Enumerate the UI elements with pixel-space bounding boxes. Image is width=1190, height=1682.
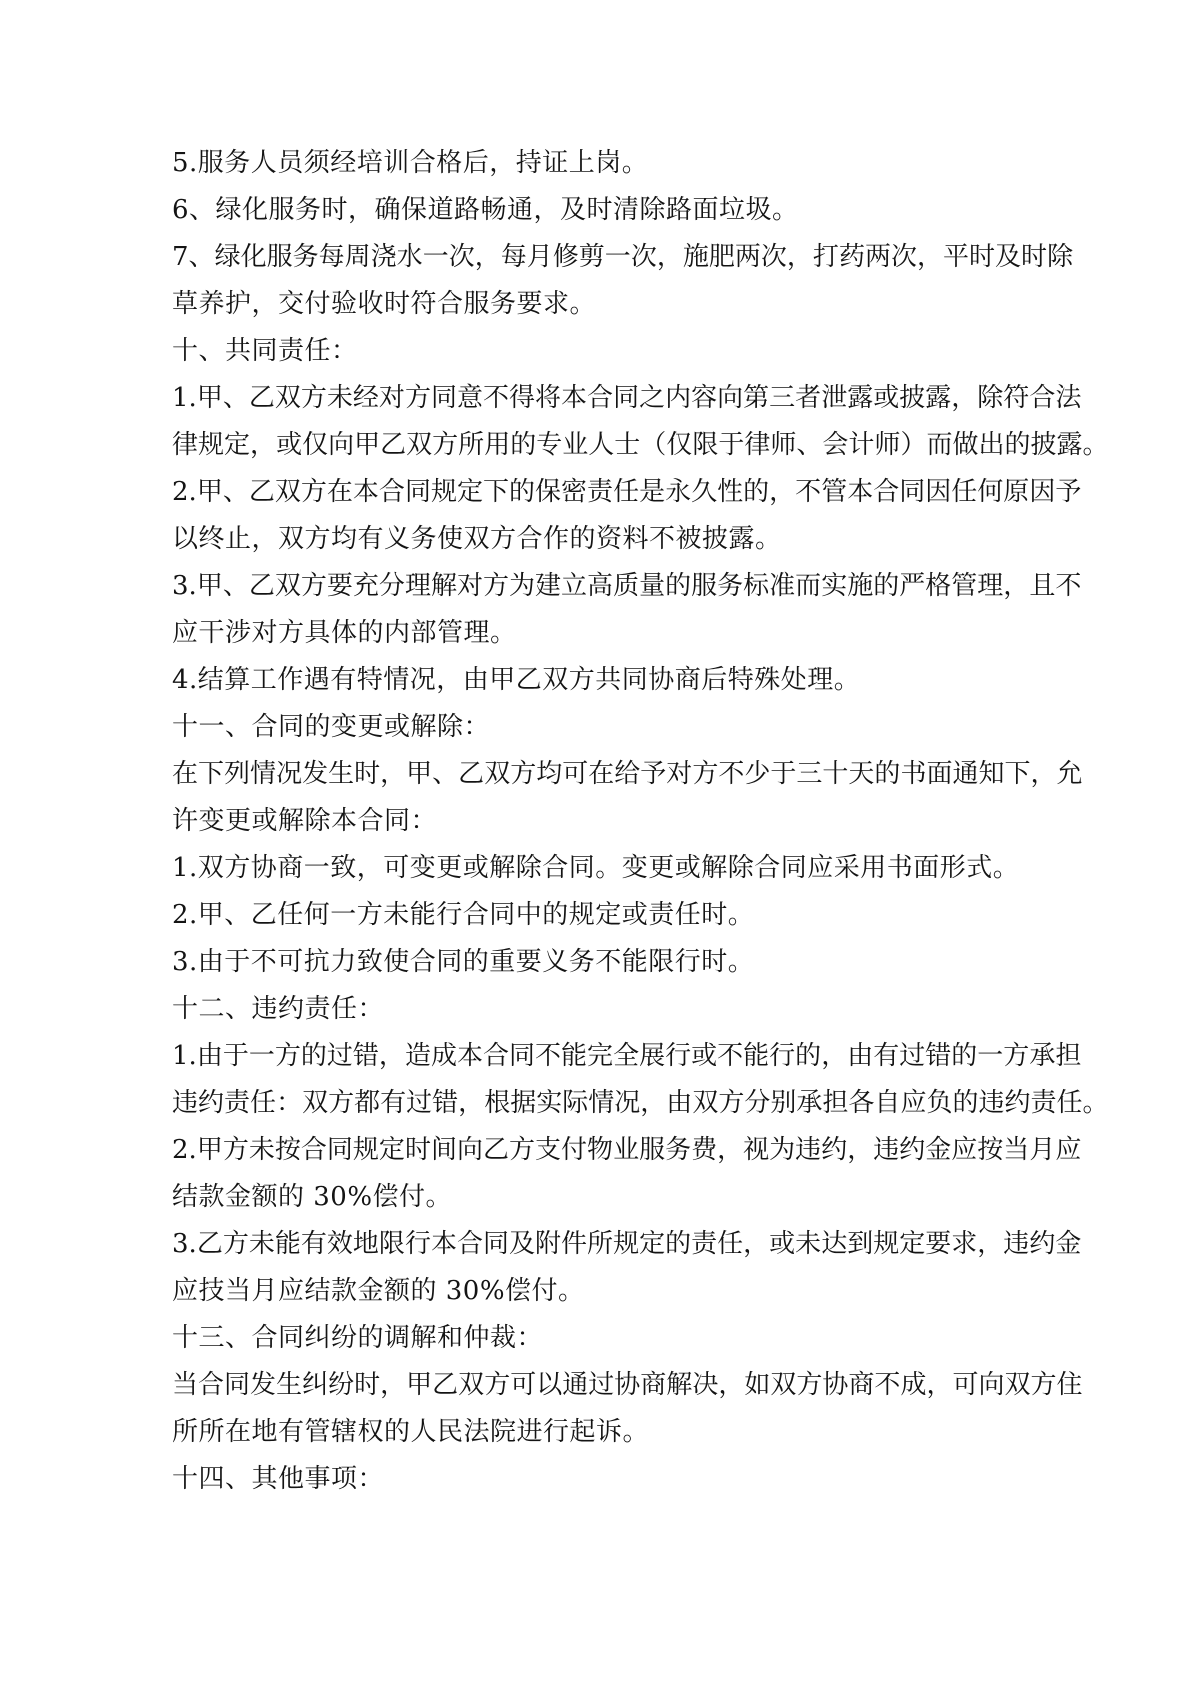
text-line: 6、绿化服务时，确保道路畅通，及时清除路面垃圾。 bbox=[172, 195, 799, 225]
text-line: 2 . 甲 、 乙 双 方 在 本 合 同 规 定 下 的 保 密 责 任 是 永 久 性 的 ， 不 管 本 合 同 因 任 何 原 因 予 bbox=[172, 477, 1082, 507]
text-line: 2.甲、乙任何一方未能行合同中的规定或责任时。 bbox=[172, 900, 755, 930]
item-6-greening-road bbox=[172, 187, 1062, 234]
text-line: 十二、违约责任： bbox=[172, 994, 385, 1024]
item-10-4-settlement bbox=[172, 657, 1062, 704]
item-5-training bbox=[172, 140, 1062, 187]
text-line: 十一、合同的变更或解除： bbox=[172, 712, 491, 742]
text-line: 所所在地有管辖权的人民法院进行起诉。 bbox=[172, 1417, 650, 1447]
text-line: 4.结算工作遇有特情况，由甲乙双方共同协商后特殊处理。 bbox=[172, 665, 861, 695]
text-line: 5.服务人员须经培训合格后，持证上岗。 bbox=[172, 148, 649, 178]
contract-body bbox=[172, 140, 1109, 1503]
text-line: 当 合 同 发 生 纠 纷 时 ， 甲 乙 双 方 可 以 通 过 协 商 解 决 ， 如 双 方 协 商 不 成 ， 可 向 双 方 住 bbox=[172, 1370, 1083, 1400]
text-line: 3.由于不可抗力致使合同的重要义务不能限行时。 bbox=[172, 947, 755, 977]
item-10-1-confidentiality bbox=[172, 375, 1109, 469]
text-line: 结款金额的 30%偿付。 bbox=[172, 1182, 453, 1212]
text-line: 十四、其他事项： bbox=[172, 1464, 385, 1494]
text-line: 以终止，双方均有义务使双方合作的资料不被披露。 bbox=[172, 524, 782, 554]
text-line: 草养护，交付验收时符合服务要求。 bbox=[172, 289, 597, 319]
text-line: 3 . 乙 方 未 能 有 效 地 限 行 本 合 同 及 附 件 所 规 定 的 责 任 ， 或 未 达 到 规 定 要 求 ， 违 约 金 bbox=[172, 1229, 1082, 1259]
text-line: 1 . 甲 、 乙 双 方 未 经 对 方 同 意 不 得 将 本 合 同 之 内 容 向 第 三 者 泄 露 或 披 露 ， 除 符 合 法 bbox=[172, 383, 1082, 413]
item-11-2-failure-to-perform bbox=[172, 892, 1062, 939]
heading-10-joint-responsibility bbox=[172, 328, 1062, 375]
heading-14-other-matters bbox=[172, 1456, 1062, 1503]
text-line: 3 . 甲 、 乙 双 方 要 充 分 理 解 对 方 为 建 立 高 质 量 的 服 务 标 准 而 实 施 的 严 格 管 理 ， 且 不 bbox=[172, 571, 1082, 601]
item-12-3-party-b-nonperformance bbox=[172, 1221, 1082, 1315]
item-10-3-management bbox=[172, 563, 1082, 657]
text-line: 十三、合同纠纷的调解和仲裁： bbox=[172, 1323, 544, 1353]
item-12-2-party-a-late-payment bbox=[172, 1127, 1082, 1221]
text-line: 2 . 甲 方 未 按 合 同 规 定 时 间 向 乙 方 支 付 物 业 服 务 费 ， 视 为 违 约 ， 违 约 金 应 按 当 月 应 bbox=[172, 1135, 1082, 1165]
text-line: 1 . 由 于 一 方 的 过 错 ， 造 成 本 合 同 不 能 完 全 展 行 或 不 能 行 的 ， 由 有 过 错 的 一 方 承 担 bbox=[172, 1041, 1082, 1071]
text-line: 1.双方协商一致，可变更或解除合同。变更或解除合同应采用书面形式。 bbox=[172, 853, 1020, 883]
item-11-3-force-majeure bbox=[172, 939, 1062, 986]
heading-13-dispute-resolution bbox=[172, 1315, 1062, 1362]
text-line: 应技当月应结款金额的 30%偿付。 bbox=[172, 1276, 585, 1306]
text-line: 许变更或解除本合同： bbox=[172, 806, 438, 836]
text-line: 应干涉对方具体的内部管理。 bbox=[172, 618, 517, 648]
item-10-2-permanent-confidentiality bbox=[172, 469, 1082, 563]
item-7-greening-schedule bbox=[172, 234, 1074, 328]
heading-12-breach-liability bbox=[172, 986, 1062, 1033]
text-line: 律 规 定 ， 或 仅 向 甲 乙 双 方 所 用 的 专 业 人 士 （ 仅 限 于 律 师 、 会 计 师 ） 而 做 出 的 披 露 。 bbox=[172, 430, 1109, 460]
text-line: 违 约 责 任 ： 双 方 都 有 过 错 ， 根 据 实 际 情 况 ， 由 双 方 分 别 承 担 各 自 应 负 的 违 约 责 任 。 bbox=[172, 1088, 1109, 1118]
item-11-1-mutual-agreement bbox=[172, 845, 1062, 892]
text-line: 在 下 列 情 况 发 生 时 ， 甲 、 乙 双 方 均 可 在 给 予 对 方 不 少 于 三 十 天 的 书 面 通 知 下 ， 允 bbox=[172, 759, 1083, 789]
text-line: 7 、 绿 化 服 务 每 周 浇 水 一 次 ， 每 月 修 剪 一 次 ， 施 肥 两 次 ， 打 药 两 次 ， 平 时 及 时 除 bbox=[172, 242, 1074, 272]
item-12-1-fault-liability bbox=[172, 1033, 1109, 1127]
para-11-intro bbox=[172, 751, 1083, 845]
heading-11-modification-termination bbox=[172, 704, 1062, 751]
para-13-body bbox=[172, 1362, 1083, 1456]
text-line: 十、共同责任： bbox=[172, 336, 358, 366]
